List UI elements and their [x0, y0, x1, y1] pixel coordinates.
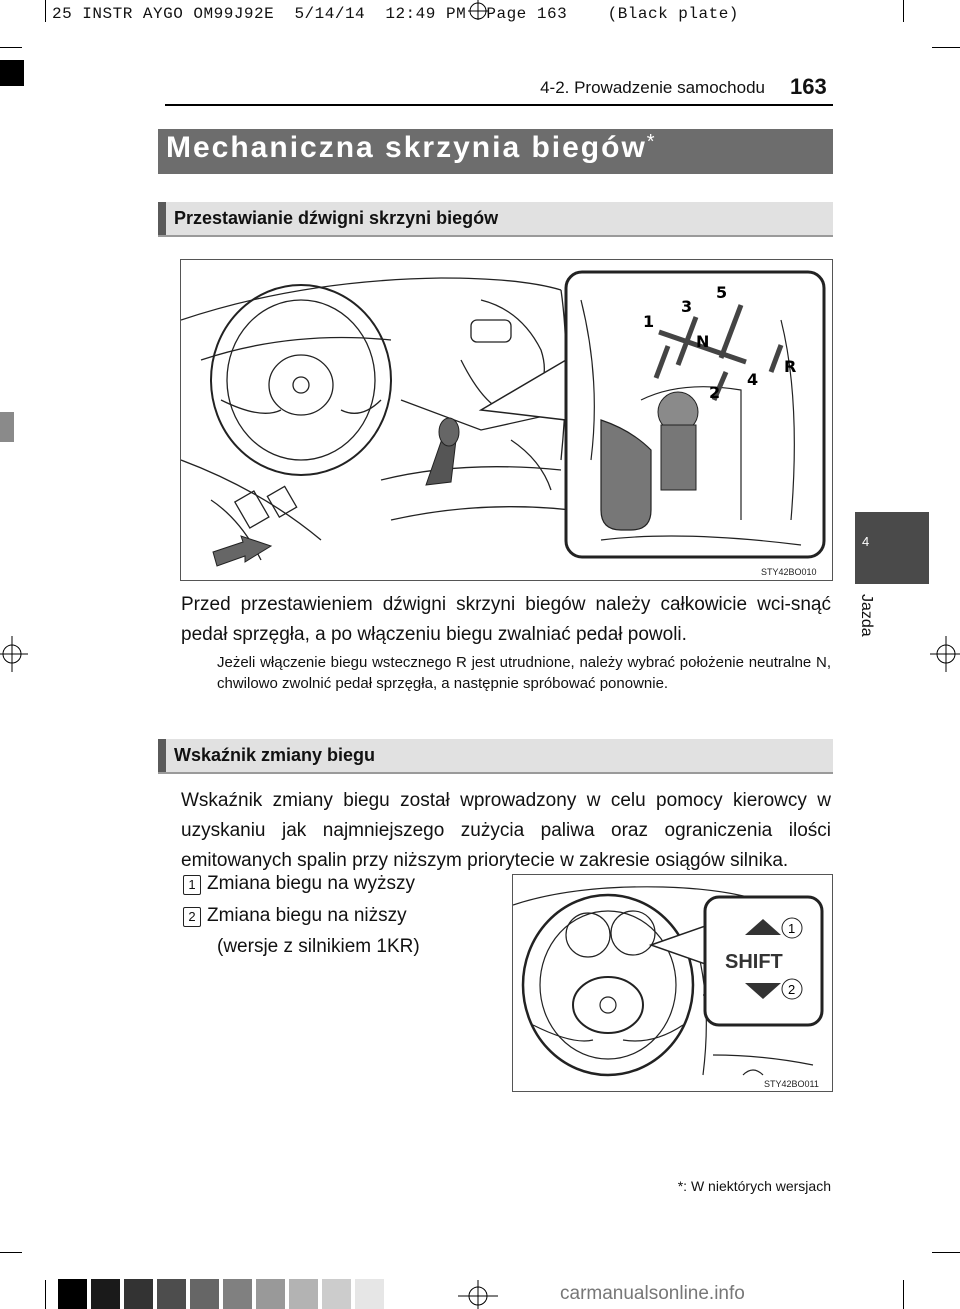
- paragraph: Wskaźnik zmiany biegu został wprowadzony w celu pomocy kierowcy w uzyskaniu jak najmniejszego zużycia paliwa oraz ograniczenia ilości emitowanych spalin przy niższym priorytecie w zakresie osiągów silnika.: [181, 790, 831, 871]
- gear-label-4: 4: [747, 370, 759, 389]
- header-rule: [165, 104, 833, 106]
- color-swatch: [190, 1279, 219, 1309]
- gear-lever-figure: [180, 259, 833, 581]
- shift-label: SHIFT: [725, 951, 783, 973]
- item-text: Zmiana biegu na wyższy: [207, 873, 416, 894]
- item-text: Zmiana biegu na niższy: [207, 905, 407, 926]
- callout-1: 1: [788, 921, 796, 936]
- page-title: [166, 131, 657, 165]
- gear-label-n: N: [696, 332, 710, 351]
- chapter-label: Jazda: [858, 594, 875, 637]
- color-swatch: [256, 1279, 285, 1309]
- color-swatch: [322, 1279, 351, 1309]
- edge-marker: [0, 412, 14, 442]
- chapter-number: 4: [862, 534, 870, 549]
- registration-mark-icon: [0, 634, 28, 674]
- footnote-marker: *: [677, 1178, 684, 1194]
- title-asterisk: *: [646, 131, 657, 153]
- heading-accent: [158, 739, 166, 772]
- dashboard-illustration: [513, 875, 832, 1091]
- color-swatch: [223, 1279, 252, 1309]
- interior-illustration: [181, 260, 832, 580]
- section-heading: Przestawianie dźwigni skrzyni biegów: [174, 208, 499, 228]
- figure-code: STY42BO010: [761, 567, 817, 577]
- gear-label-1: 1: [643, 312, 655, 331]
- callout-2: 2: [788, 982, 796, 997]
- section-heading-bar: [158, 739, 833, 774]
- heading-accent: [158, 202, 166, 235]
- footnote: [640, 1178, 831, 1194]
- list-item: [183, 869, 415, 899]
- gear-label-5: 5: [716, 283, 728, 302]
- color-swatch: [157, 1279, 186, 1309]
- registration-mark-icon: [458, 1280, 498, 1309]
- gear-label-3: 3: [681, 297, 693, 316]
- color-swatch: [355, 1279, 384, 1309]
- color-swatch: [58, 1279, 87, 1309]
- section-heading: Wskaźnik zmiany biegu: [174, 745, 376, 765]
- list-item: [183, 901, 407, 931]
- color-swatch: [289, 1279, 318, 1309]
- gear-label-2: 2: [709, 383, 721, 402]
- color-swatch: [91, 1279, 120, 1309]
- corner-block: [0, 60, 24, 86]
- footnote-text: : W niektórych wersjach: [683, 1178, 831, 1194]
- figure-code: STY42BO011: [764, 1079, 819, 1089]
- note: Jeżeli włączenie biegu wstecznego R jest utrudnione, należy wybrać położenie neutralne N, chwilowo zwolnić pedał sprzęgła, a następnie spróbować ponownie.: [217, 654, 831, 692]
- page-number: 163: [790, 74, 827, 99]
- item-number: 2: [183, 907, 201, 927]
- shift-indicator-figure: [512, 874, 833, 1092]
- list-item-continuation: (wersje z silnikiem 1KR): [217, 936, 420, 957]
- registration-mark-icon: [930, 634, 960, 674]
- page-title-text: Mechaniczna skrzynia biegów: [166, 131, 647, 164]
- item-number: 1: [183, 875, 201, 895]
- section-header: 4-2. Prowadzenie samochodu: [540, 78, 765, 97]
- color-swatch: [124, 1279, 153, 1309]
- watermark: carmanualsonline.info: [560, 1283, 745, 1304]
- print-slug: 25 INSTR AYGO OM99J92E 5/14/14 12:49 PM Page 163 (Black plate): [52, 5, 739, 23]
- gear-label-r: R: [784, 357, 797, 376]
- paragraph: Przed przestawieniem dźwigni skrzyni biegów należy całkowicie wci-snąć pedał sprzęgła, a po włączeniu biegu zwalniać pedał powoli.: [181, 594, 831, 645]
- section-heading-bar: [158, 202, 833, 237]
